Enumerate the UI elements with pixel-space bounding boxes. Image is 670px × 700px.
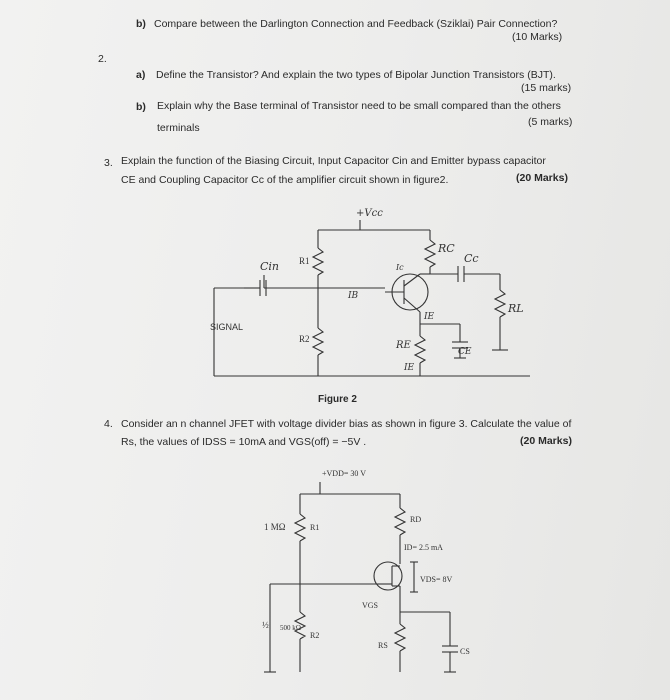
q3-line2: CE and Coupling Capacitor Cc of the amplifier circuit shown in figure2. <box>121 174 449 186</box>
ie2-label: IE <box>404 363 415 373</box>
rc-label: RC <box>438 242 455 255</box>
q1b-label: b) <box>136 18 146 30</box>
q4-number: 4. <box>104 418 113 430</box>
q3-line1: Explain the function of the Biasing Circuit, Input Capacitor Cin and Emitter bypass capacitor <box>121 155 546 167</box>
re-label: RE <box>396 340 411 351</box>
q2b-text-line1: Explain why the Base terminal of Transistor need to be small compared than the others <box>157 100 561 112</box>
vds-label: VDS= 8V <box>420 575 453 584</box>
q2a-text: Define the Transistor? And explain the two types of Bipolar Junction Transistors (BJT). <box>156 69 556 81</box>
rs-label: RS <box>378 641 388 650</box>
r2-label: R2 <box>299 334 310 344</box>
q1b-marks: (10 Marks) <box>512 31 563 43</box>
ib-label: IB <box>348 291 359 301</box>
vgs-label: VGS <box>362 601 379 610</box>
q3-marks: (20 Marks) <box>516 172 568 184</box>
q4-marks: (20 Marks) <box>520 435 572 447</box>
figure3-jfet-circuit <box>250 462 480 687</box>
q3-number: 3. <box>104 157 113 169</box>
half-label: ½ <box>262 620 269 630</box>
cc-label: Cc <box>464 252 479 265</box>
cs-label: CS <box>460 647 470 656</box>
id-label: ID= 2.5 mA <box>404 543 443 552</box>
q2a-marks: (15 marks) <box>521 82 572 94</box>
q2-number: 2. <box>98 53 107 65</box>
signal-label: SIGNAL <box>210 322 244 332</box>
ce-label: CE <box>458 347 472 357</box>
figure2-caption: Figure 2 <box>318 394 357 405</box>
vcc-label: +Vcc <box>356 208 383 219</box>
rd-label: RD <box>410 515 422 524</box>
q4-line2: Rs, the values of IDSS = 10mA and VGS(off) = −5V . <box>121 436 367 448</box>
cin-label: Cin <box>260 260 280 273</box>
r2-value-label: 500 kΩ <box>280 624 301 632</box>
r2-fet-label: R2 <box>310 631 320 640</box>
q2a-label: a) <box>136 69 146 81</box>
r1-fet-label: R1 <box>310 523 320 532</box>
rl-label: RL <box>508 302 524 315</box>
ic-label: Ic <box>396 263 404 272</box>
r1-label: R1 <box>299 256 310 266</box>
q2b-text-line2: terminals <box>157 122 200 134</box>
ie-label: IE <box>424 312 435 322</box>
figure2-amplifier-circuit <box>200 200 540 390</box>
q4-line1: Consider an n channel JFET with voltage divider bias as shown in figure 3. Calculate the value of <box>121 418 572 430</box>
q2b-marks: (5 marks) <box>528 116 573 128</box>
q2b-label: b) <box>136 101 146 113</box>
vdd-label: +VDD= 30 V <box>322 469 366 478</box>
q1b-text: Compare between the Darlington Connection and Feedback (Sziklai) Pair Connection? <box>154 18 558 30</box>
r1-value-label: 1 MΩ <box>264 522 286 532</box>
